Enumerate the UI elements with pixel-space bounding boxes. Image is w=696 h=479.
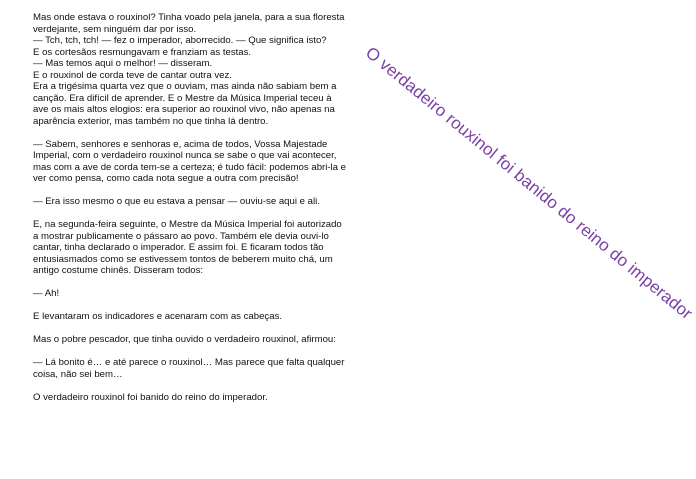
- text-line: — Tch, tch, tch! — fez o imperador, aborrecido. — Que significa isto?: [33, 35, 327, 46]
- text-line: Imperial, com o verdadeiro rouxinol nunca se sabe o que vai acontecer,: [33, 150, 337, 161]
- paragraph-gap: [33, 380, 385, 392]
- paragraph-gap: [33, 185, 385, 197]
- text-line: E levantaram os indicadores e acenaram com as cabeças.: [33, 311, 283, 322]
- text-line: — Lá bonito é… e até parece o rouxinol… Mas parece que falta qualquer: [33, 357, 345, 368]
- text-line: entusiasmados como se estivessem tontos de beberem muito chá, um: [33, 253, 333, 265]
- text-line: E o rouxinol de corda teve de cantar outra vez.: [33, 69, 232, 81]
- text-line: cantar, tinha declarado o imperador. E assim foi. E ficaram todos tão: [33, 242, 324, 253]
- paragraph-gap: [33, 323, 385, 335]
- text-line: ver como pensa, como cada nota segue a outra com precisão!: [33, 173, 299, 184]
- text-line: verdejante, sem ninguém dar por isso.: [33, 23, 197, 35]
- text-line: Mas onde estava o rouxinol? Tinha voado pela janela, para a sua floresta: [33, 12, 345, 23]
- text-line: coisa, não sei bem…: [33, 368, 123, 380]
- text-line: O verdadeiro rouxinol foi banido do reino do imperador.: [33, 391, 268, 403]
- text-line: — Ah!: [33, 288, 60, 299]
- text-line: Mas o pobre pescador, que tinha ouvido o verdadeiro rouxinol, afirmou:: [33, 334, 336, 345]
- paragraph-gap: [33, 300, 385, 312]
- paragraph-gap: [33, 346, 385, 358]
- story-text: [33, 12, 385, 403]
- text-line: ave os mais altos elogios: era superior ao rouxinol vivo, não apenas na: [33, 104, 335, 115]
- text-line: E os cortesãos resmungavam e franziam as testas.: [33, 46, 252, 58]
- text-line: — Era isso mesmo o que eu estava a pensar — ouviu-se aqui e ali.: [33, 196, 320, 207]
- paragraph-gap: [33, 208, 385, 220]
- text-line: aparência exterior, mas também no que tinha lá dentro.: [33, 115, 269, 127]
- text-line: antigo costume chinês. Disseram todos:: [33, 265, 204, 276]
- text-line: — Mas temos aqui o melhor! — disseram.: [33, 58, 213, 69]
- text-line: Era a trigésima quarta vez que o ouviam, mas ainda não sabiam bem a: [33, 81, 337, 92]
- paragraph-gap: [33, 277, 385, 289]
- text-line: canção. Era difícil de aprender. E o Mestre da Música Imperial teceu à: [33, 92, 332, 104]
- text-line: — Sabem, senhores e senhoras e, acima de todos, Vossa Majestade: [33, 138, 328, 150]
- diagonal-title: O verdadeiro rouxinol foi banido do reino do imperador: [361, 43, 696, 324]
- paragraph-gap: [33, 127, 385, 139]
- text-line: a mostrar publicamente o pássaro ao povo. Também ele devia ouvi-lo: [33, 230, 329, 242]
- text-line: mas com a ave de corda tem-se a certeza; é tudo fácil: podemos abri-la e: [33, 161, 347, 173]
- text-line: E, na segunda-feira seguinte, o Mestre da Música Imperial foi autorizado: [33, 219, 342, 230]
